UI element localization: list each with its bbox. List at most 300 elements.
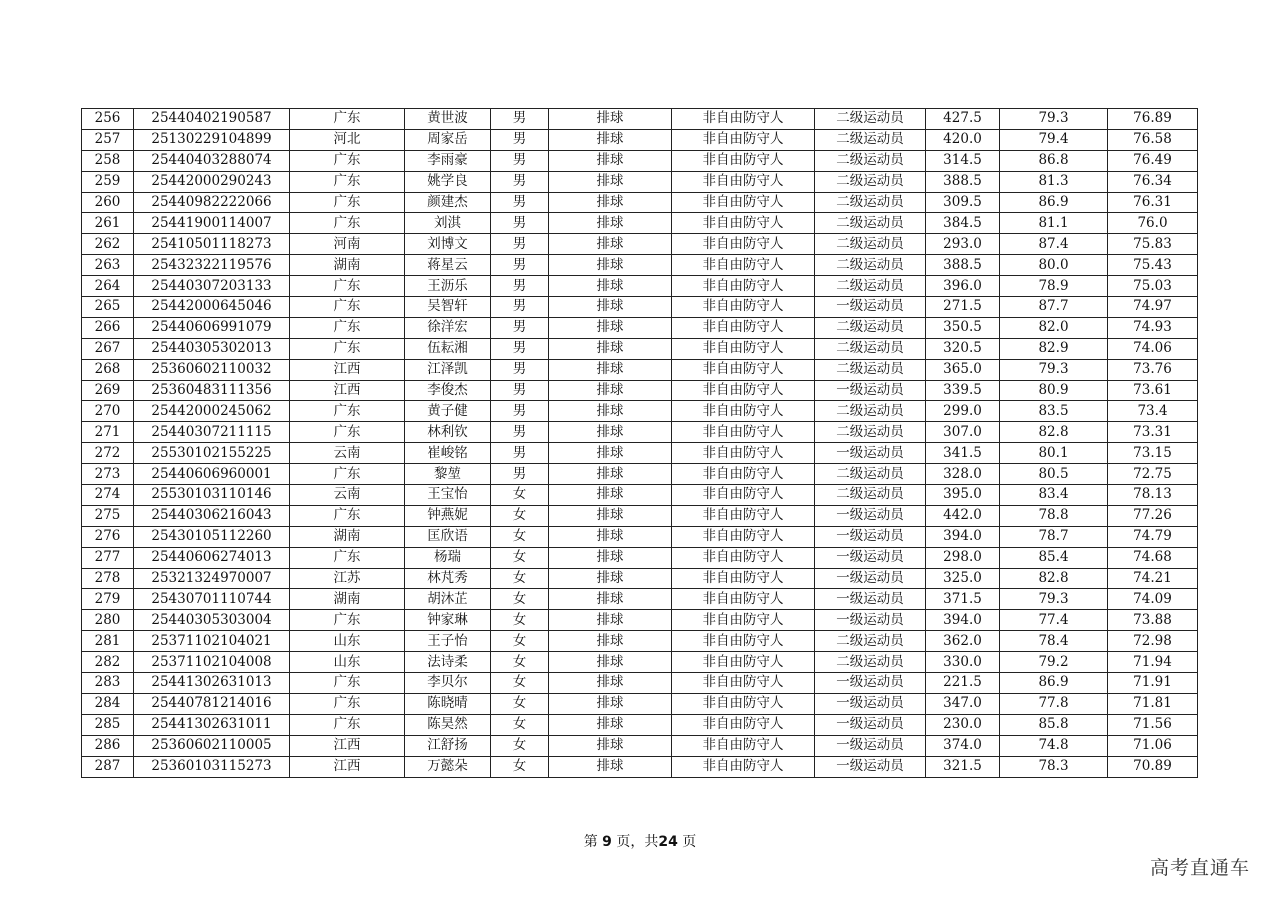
table-cell: 排球: [549, 652, 672, 673]
table-cell: 非自由防守人: [672, 693, 815, 714]
table-cell: 25360602110032: [134, 359, 290, 380]
table-cell: 男: [491, 213, 549, 234]
table-cell: 79.4: [1000, 129, 1108, 150]
table-cell: 排球: [549, 297, 672, 318]
table-cell: 一级运动员: [815, 735, 926, 756]
table-cell: 非自由防守人: [672, 276, 815, 297]
table-cell: 80.9: [1000, 380, 1108, 401]
table-cell: 李雨豪: [405, 150, 491, 171]
table-cell: 二级运动员: [815, 631, 926, 652]
table-cell: 261: [82, 213, 134, 234]
table-cell: 321.5: [926, 756, 1000, 777]
table-cell: 非自由防守人: [672, 652, 815, 673]
table-cell: 77.4: [1000, 610, 1108, 631]
table-cell: 85.4: [1000, 547, 1108, 568]
table-cell: 230.0: [926, 714, 1000, 735]
results-table: [81, 108, 1198, 778]
table-cell: 排球: [549, 422, 672, 443]
table-cell: 362.0: [926, 631, 1000, 652]
table-cell: 395.0: [926, 485, 1000, 506]
table-cell: 79.3: [1000, 359, 1108, 380]
table-cell: 伍耘湘: [405, 338, 491, 359]
table-row: [82, 526, 1198, 547]
table-cell: 非自由防守人: [672, 150, 815, 171]
table-cell: 排球: [549, 526, 672, 547]
table-row: [82, 192, 1198, 213]
table-cell: 非自由防守人: [672, 631, 815, 652]
table-cell: 70.89: [1108, 756, 1198, 777]
table-cell: 男: [491, 276, 549, 297]
table-cell: 女: [491, 673, 549, 694]
table-cell: 287: [82, 756, 134, 777]
table-cell: 72.75: [1108, 464, 1198, 485]
table-cell: 256: [82, 109, 134, 130]
table-cell: 男: [491, 338, 549, 359]
table-cell: 85.8: [1000, 714, 1108, 735]
table-row: [82, 422, 1198, 443]
table-cell: 298.0: [926, 547, 1000, 568]
page-number: 9: [602, 834, 612, 850]
table-cell: 万懿朵: [405, 756, 491, 777]
table-cell: 吴智轩: [405, 297, 491, 318]
table-cell: 林利钦: [405, 422, 491, 443]
table-cell: 76.31: [1108, 192, 1198, 213]
table-cell: 77.8: [1000, 693, 1108, 714]
table-cell: 87.7: [1000, 297, 1108, 318]
table-cell: 374.0: [926, 735, 1000, 756]
table-cell: 274: [82, 485, 134, 506]
table-cell: 299.0: [926, 401, 1000, 422]
table-cell: 一级运动员: [815, 568, 926, 589]
table-cell: 一级运动员: [815, 297, 926, 318]
table-cell: 25440402190587: [134, 109, 290, 130]
table-cell: 267: [82, 338, 134, 359]
table-cell: 394.0: [926, 610, 1000, 631]
table-cell: 81.1: [1000, 213, 1108, 234]
table-cell: 71.06: [1108, 735, 1198, 756]
table-cell: 283: [82, 673, 134, 694]
table-cell: 江西: [290, 735, 405, 756]
table-cell: 排球: [549, 276, 672, 297]
table-cell: 80.1: [1000, 443, 1108, 464]
table-cell: 江苏: [290, 568, 405, 589]
table-cell: 293.0: [926, 234, 1000, 255]
table-cell: 83.5: [1000, 401, 1108, 422]
table-cell: 广东: [290, 213, 405, 234]
table-cell: 25360483111356: [134, 380, 290, 401]
table-row: [82, 714, 1198, 735]
table-cell: 蒋星云: [405, 255, 491, 276]
table-cell: 278: [82, 568, 134, 589]
table-cell: 非自由防守人: [672, 171, 815, 192]
table-cell: 74.79: [1108, 526, 1198, 547]
table-cell: 陈昊然: [405, 714, 491, 735]
table-row: [82, 631, 1198, 652]
table-cell: 273: [82, 464, 134, 485]
table-cell: 二级运动员: [815, 485, 926, 506]
page-total: 24: [658, 834, 678, 850]
table-cell: 328.0: [926, 464, 1000, 485]
table-cell: 25441302631013: [134, 673, 290, 694]
table-cell: 男: [491, 255, 549, 276]
table-cell: 78.9: [1000, 276, 1108, 297]
table-cell: 女: [491, 756, 549, 777]
table-cell: 25440307211115: [134, 422, 290, 443]
table-cell: 广东: [290, 297, 405, 318]
table-cell: 73.61: [1108, 380, 1198, 401]
table-cell: 25321324970007: [134, 568, 290, 589]
table-cell: 371.5: [926, 589, 1000, 610]
table-cell: 非自由防守人: [672, 359, 815, 380]
table-cell: 女: [491, 568, 549, 589]
table-cell: 76.49: [1108, 150, 1198, 171]
table-cell: 排球: [549, 568, 672, 589]
table-cell: 广东: [290, 338, 405, 359]
table-cell: 二级运动员: [815, 129, 926, 150]
table-cell: 二级运动员: [815, 338, 926, 359]
table-cell: 刘博文: [405, 234, 491, 255]
table-cell: 282: [82, 652, 134, 673]
table-cell: 江泽凯: [405, 359, 491, 380]
table-cell: 排球: [549, 464, 672, 485]
table-cell: 25442000290243: [134, 171, 290, 192]
table-cell: 25441900114007: [134, 213, 290, 234]
table-cell: 347.0: [926, 693, 1000, 714]
table-cell: 276: [82, 526, 134, 547]
table-cell: 二级运动员: [815, 359, 926, 380]
table-cell: 二级运动员: [815, 401, 926, 422]
table-cell: 76.0: [1108, 213, 1198, 234]
table-cell: 非自由防守人: [672, 464, 815, 485]
table-cell: 河南: [290, 234, 405, 255]
table-cell: 257: [82, 129, 134, 150]
table-cell: 女: [491, 547, 549, 568]
table-cell: 广东: [290, 464, 405, 485]
table-cell: 25440306216043: [134, 505, 290, 526]
table-cell: 非自由防守人: [672, 735, 815, 756]
table-cell: 江舒扬: [405, 735, 491, 756]
table-cell: 云南: [290, 443, 405, 464]
table-cell: 79.3: [1000, 589, 1108, 610]
table-cell: 非自由防守人: [672, 338, 815, 359]
table-cell: 排球: [549, 192, 672, 213]
table-cell: 非自由防守人: [672, 380, 815, 401]
table-cell: 非自由防守人: [672, 234, 815, 255]
table-row: [82, 338, 1198, 359]
table-cell: 25442000245062: [134, 401, 290, 422]
table-cell: 394.0: [926, 526, 1000, 547]
table-cell: 260: [82, 192, 134, 213]
table-cell: 广东: [290, 422, 405, 443]
table-cell: 75.43: [1108, 255, 1198, 276]
table-cell: 江西: [290, 756, 405, 777]
table-cell: 男: [491, 171, 549, 192]
table-cell: 非自由防守人: [672, 714, 815, 735]
table-cell: 325.0: [926, 568, 1000, 589]
table-cell: 江西: [290, 359, 405, 380]
table-cell: 388.5: [926, 255, 1000, 276]
table-row: [82, 693, 1198, 714]
table-cell: 男: [491, 234, 549, 255]
table-cell: 非自由防守人: [672, 756, 815, 777]
table-cell: 一级运动员: [815, 610, 926, 631]
table-cell: 广东: [290, 610, 405, 631]
table-cell: 广东: [290, 693, 405, 714]
table-cell: 男: [491, 401, 549, 422]
table-cell: 二级运动员: [815, 234, 926, 255]
table-cell: 78.7: [1000, 526, 1108, 547]
table-cell: 女: [491, 589, 549, 610]
table-cell: 221.5: [926, 673, 1000, 694]
table-cell: 25442000645046: [134, 297, 290, 318]
table-cell: 442.0: [926, 505, 1000, 526]
table-cell: 非自由防守人: [672, 109, 815, 130]
table-cell: 排球: [549, 756, 672, 777]
table-cell: 74.93: [1108, 317, 1198, 338]
table-cell: 非自由防守人: [672, 505, 815, 526]
table-cell: 排球: [549, 109, 672, 130]
table-cell: 胡沐芷: [405, 589, 491, 610]
table-cell: 83.4: [1000, 485, 1108, 506]
table-row: [82, 673, 1198, 694]
table-cell: 广东: [290, 192, 405, 213]
table-row: [82, 589, 1198, 610]
table-cell: 25360602110005: [134, 735, 290, 756]
table-cell: 广东: [290, 171, 405, 192]
table-cell: 一级运动员: [815, 673, 926, 694]
table-cell: 25530103110146: [134, 485, 290, 506]
table-cell: 一级运动员: [815, 756, 926, 777]
table-row: [82, 505, 1198, 526]
table-cell: 非自由防守人: [672, 401, 815, 422]
table-cell: 25371102104008: [134, 652, 290, 673]
table-cell: 二级运动员: [815, 464, 926, 485]
table-cell: 25440403288074: [134, 150, 290, 171]
table-cell: 排球: [549, 255, 672, 276]
table-cell: 一级运动员: [815, 526, 926, 547]
table-cell: 81.3: [1000, 171, 1108, 192]
table-cell: 排球: [549, 505, 672, 526]
table-cell: 女: [491, 714, 549, 735]
table-cell: 男: [491, 422, 549, 443]
table-cell: 王宝怡: [405, 485, 491, 506]
table-cell: 25432322119576: [134, 255, 290, 276]
table-cell: 男: [491, 297, 549, 318]
table-cell: 徐洋宏: [405, 317, 491, 338]
table-cell: 25440307203133: [134, 276, 290, 297]
table-cell: 排球: [549, 631, 672, 652]
table-cell: 388.5: [926, 171, 1000, 192]
table-row: [82, 443, 1198, 464]
table-cell: 黄世波: [405, 109, 491, 130]
table-cell: 二级运动员: [815, 255, 926, 276]
table-cell: 非自由防守人: [672, 589, 815, 610]
table-row: [82, 547, 1198, 568]
table-cell: 75.83: [1108, 234, 1198, 255]
table-cell: 330.0: [926, 652, 1000, 673]
table-cell: 309.5: [926, 192, 1000, 213]
table-cell: 广东: [290, 276, 405, 297]
table-cell: 李俊杰: [405, 380, 491, 401]
table-cell: 74.8: [1000, 735, 1108, 756]
table-cell: 排球: [549, 317, 672, 338]
table-cell: 74.68: [1108, 547, 1198, 568]
table-cell: 女: [491, 631, 549, 652]
table-cell: 非自由防守人: [672, 610, 815, 631]
table-cell: 78.8: [1000, 505, 1108, 526]
table-cell: 73.31: [1108, 422, 1198, 443]
table-cell: 78.4: [1000, 631, 1108, 652]
table-cell: 非自由防守人: [672, 317, 815, 338]
table-cell: 排球: [549, 129, 672, 150]
table-cell: 78.3: [1000, 756, 1108, 777]
table-cell: 82.9: [1000, 338, 1108, 359]
table-cell: 女: [491, 505, 549, 526]
table-row: [82, 464, 1198, 485]
table-row: [82, 317, 1198, 338]
table-cell: 二级运动员: [815, 652, 926, 673]
table-cell: 排球: [549, 610, 672, 631]
table-cell: 86.9: [1000, 673, 1108, 694]
table-cell: 271.5: [926, 297, 1000, 318]
table-cell: 272: [82, 443, 134, 464]
table-cell: 265: [82, 297, 134, 318]
table-cell: 排球: [549, 693, 672, 714]
table-cell: 25410501118273: [134, 234, 290, 255]
table-cell: 74.06: [1108, 338, 1198, 359]
table-cell: 排球: [549, 380, 672, 401]
table-cell: 一级运动员: [815, 505, 926, 526]
table-cell: 73.4: [1108, 401, 1198, 422]
table-row: [82, 171, 1198, 192]
table-cell: 264: [82, 276, 134, 297]
table-cell: 广东: [290, 317, 405, 338]
table-cell: 73.15: [1108, 443, 1198, 464]
table-cell: 非自由防守人: [672, 526, 815, 547]
table-row: [82, 735, 1198, 756]
table-cell: 二级运动员: [815, 213, 926, 234]
table-cell: 82.8: [1000, 422, 1108, 443]
table-cell: 女: [491, 652, 549, 673]
table-cell: 269: [82, 380, 134, 401]
table-cell: 25430105112260: [134, 526, 290, 547]
table-cell: 非自由防守人: [672, 297, 815, 318]
table-cell: 男: [491, 129, 549, 150]
table-row: [82, 234, 1198, 255]
table-cell: 陈晓晴: [405, 693, 491, 714]
table-row: [82, 359, 1198, 380]
table-cell: 排球: [549, 735, 672, 756]
table-cell: 女: [491, 735, 549, 756]
table-cell: 姚学良: [405, 171, 491, 192]
table-cell: 刘淇: [405, 213, 491, 234]
table-cell: 女: [491, 485, 549, 506]
table-cell: 25440305302013: [134, 338, 290, 359]
table-cell: 广东: [290, 150, 405, 171]
table-cell: 山东: [290, 631, 405, 652]
table-cell: 263: [82, 255, 134, 276]
table-cell: 杨瑞: [405, 547, 491, 568]
table-cell: 排球: [549, 714, 672, 735]
table-cell: 广东: [290, 401, 405, 422]
table-cell: 75.03: [1108, 276, 1198, 297]
table-cell: 82.8: [1000, 568, 1108, 589]
table-cell: 女: [491, 693, 549, 714]
table-cell: 80.0: [1000, 255, 1108, 276]
table-row: [82, 652, 1198, 673]
table-cell: 排球: [549, 359, 672, 380]
table-cell: 427.5: [926, 109, 1000, 130]
table-cell: 排球: [549, 171, 672, 192]
table-cell: 86.9: [1000, 192, 1108, 213]
table-cell: 76.58: [1108, 129, 1198, 150]
table-cell: 山东: [290, 652, 405, 673]
table-cell: 25440606991079: [134, 317, 290, 338]
table-cell: 一级运动员: [815, 589, 926, 610]
table-cell: 73.88: [1108, 610, 1198, 631]
table-cell: 李贝尔: [405, 673, 491, 694]
table-cell: 281: [82, 631, 134, 652]
table-cell: 一级运动员: [815, 380, 926, 401]
table-row: [82, 297, 1198, 318]
table-cell: 河北: [290, 129, 405, 150]
table-cell: 76.89: [1108, 109, 1198, 130]
table-cell: 280: [82, 610, 134, 631]
table-cell: 25371102104021: [134, 631, 290, 652]
table-cell: 排球: [549, 213, 672, 234]
table-cell: 二级运动员: [815, 150, 926, 171]
table-cell: 82.0: [1000, 317, 1108, 338]
table-cell: 一级运动员: [815, 547, 926, 568]
table-cell: 非自由防守人: [672, 485, 815, 506]
table-cell: 女: [491, 610, 549, 631]
table-cell: 25440606960001: [134, 464, 290, 485]
table-cell: 女: [491, 526, 549, 547]
table-cell: 排球: [549, 401, 672, 422]
table-cell: 排球: [549, 234, 672, 255]
table-cell: 非自由防守人: [672, 422, 815, 443]
table-row: [82, 213, 1198, 234]
table-cell: 80.5: [1000, 464, 1108, 485]
table-cell: 79.3: [1000, 109, 1108, 130]
table-cell: 排球: [549, 443, 672, 464]
table-cell: 一级运动员: [815, 443, 926, 464]
table-cell: 非自由防守人: [672, 192, 815, 213]
table-cell: 江西: [290, 380, 405, 401]
table-body: [82, 109, 1198, 778]
table-row: [82, 255, 1198, 276]
table-cell: 25530102155225: [134, 443, 290, 464]
table-row: [82, 485, 1198, 506]
table-cell: 79.2: [1000, 652, 1108, 673]
table-cell: 湖南: [290, 526, 405, 547]
table-cell: 广东: [290, 673, 405, 694]
table-cell: 男: [491, 109, 549, 130]
table-cell: 非自由防守人: [672, 547, 815, 568]
table-cell: 341.5: [926, 443, 1000, 464]
table-cell: 男: [491, 380, 549, 401]
table-cell: 25441302631011: [134, 714, 290, 735]
table-cell: 320.5: [926, 338, 1000, 359]
table-cell: 258: [82, 150, 134, 171]
table-row: [82, 150, 1198, 171]
table-cell: 法诗柔: [405, 652, 491, 673]
table-cell: 钟燕妮: [405, 505, 491, 526]
table-cell: 湖南: [290, 589, 405, 610]
table-cell: 286: [82, 735, 134, 756]
table-cell: 271: [82, 422, 134, 443]
table-cell: 270: [82, 401, 134, 422]
